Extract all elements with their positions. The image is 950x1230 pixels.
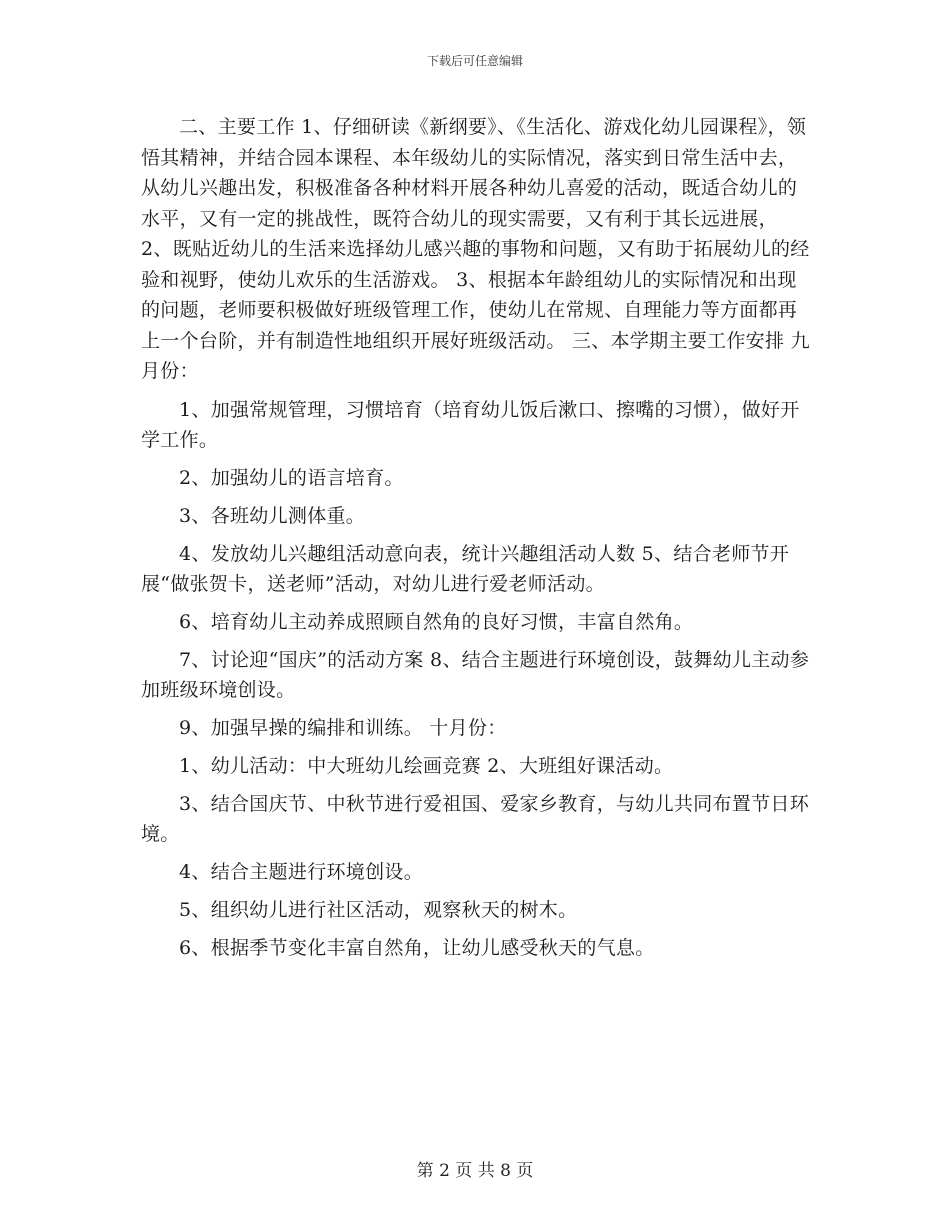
paragraph-oct-4: 4、结合主题进行环境创设。: [179, 860, 423, 883]
page-footer: 第 2 页 共 8 页: [416, 1161, 534, 1181]
paragraph-sept-1: 1、加强常规管理，习惯培育（培育幼儿饭后漱口、擦嘴的习惯），做好开学工作。: [141, 398, 800, 451]
document-body: [141, 112, 813, 971]
paragraph-sept-4: 4、发放幼儿兴趣组活动意向表，统计兴趣组活动人数 5、结合老师节开展“做张贺卡，送老师”活动，对幼儿进行爱老师活动。: [141, 542, 790, 595]
paragraph-main-work: 二、主要工作 1、仔细研读《新纲要》、《生活化、游戏化幼儿园课程》，领悟其精神，并结合园本课程、本年级幼儿的实际情况，落实到日常生活中去，从幼儿兴趣出发，积极准备各种材料开展各种幼儿喜爱的活动，既适合幼儿的水平，又有一定的挑战性，既符合幼儿的现实需要，又有利于其长远进展， 2、既贴近幼儿的生活来选择幼儿感兴趣的事物和问题，又有助于拓展幼儿的经验和视野，使幼儿欢乐的生活游戏。 3、根据本年龄组幼儿的实际情况和出现的问题，老师要积极做好班级管理工作，使幼儿在常规、自理能力等方面都再上一个台阶，并有制造性地组织开展好班级活动。 三、本学期主要工作安排 九月份：: [141, 116, 810, 382]
paragraph-oct-5: 5、组织幼儿进行社区活动，观察秋天的树木。: [179, 898, 578, 921]
paragraph-sept-7: 7、讨论迎“国庆”的活动方案 8、结合主题进行环境创设，鼓舞幼儿主动参加班级环境创设。: [141, 648, 810, 701]
paragraph-sept-3: 3、各班幼儿测体重。: [179, 504, 366, 527]
paragraph-oct-6: 6、根据季节变化丰富自然角，让幼儿感受秋天的气息。: [179, 936, 655, 959]
paragraph-oct-1: 1、幼儿活动：中大班幼儿绘画竞赛 2、大班组好课活动。: [179, 754, 674, 777]
paragraph-sept-9: 9、加强早操的编排和训练。 十月份：: [179, 716, 507, 739]
paragraph-oct-3: 3、结合国庆节、中秋节进行爱祖国、爱家乡教育，与幼儿共同布置节日环境。: [141, 792, 809, 845]
page-header: 下载后可任意编辑: [426, 54, 523, 68]
paragraph-sept-2: 2、加强幼儿的语言培育。: [179, 466, 404, 489]
paragraph-sept-6: 6、培育幼儿主动养成照顾自然角的良好习惯，丰富自然角。: [179, 610, 694, 633]
